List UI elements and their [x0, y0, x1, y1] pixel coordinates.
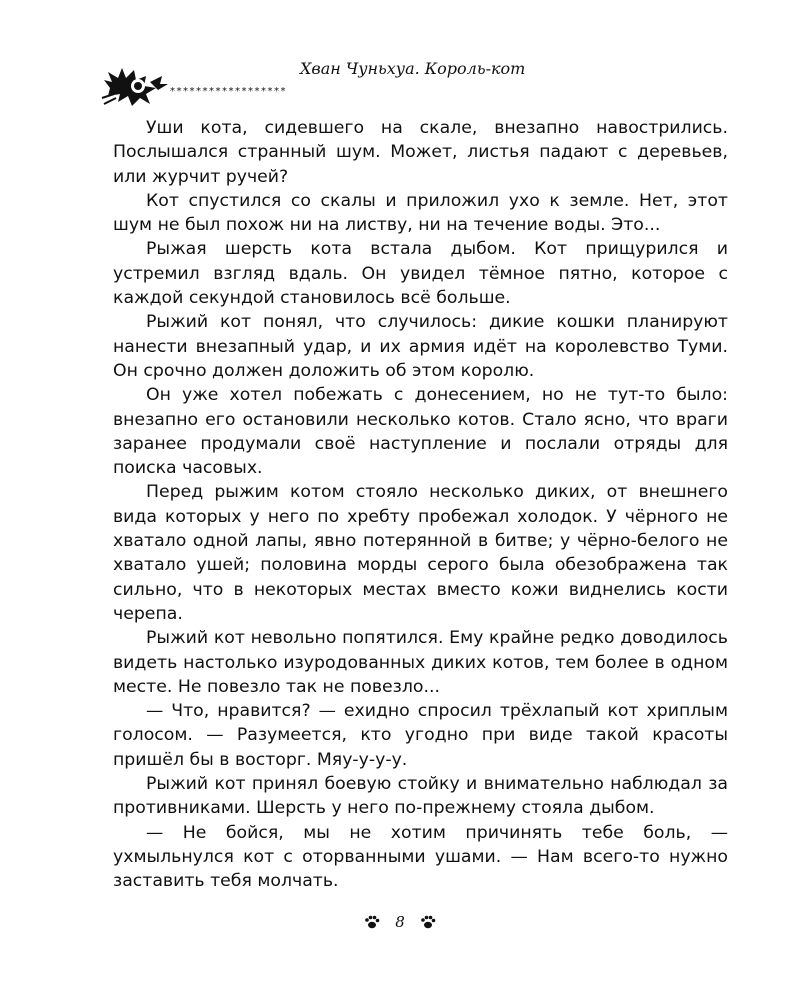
page-footer: [0, 912, 800, 931]
paw-icon: [420, 915, 436, 929]
paragraph: Уши кота, сидевшего на скале, внезапно навострились. Послышался странный шум. Может, листья падают с деревьев, или журчит ручей?: [113, 118, 728, 187]
paragraph: — Не бойся, мы не хотим причинять тебе боль, — ухмыльнулся кот с оторванными ушами. — Нам всего-то нужно заставить тебя молчать.: [113, 822, 728, 892]
book-text: [113, 116, 728, 894]
running-header-title: Хван Чуньхуа. Король-кот: [300, 59, 526, 78]
paragraph: Рыжий кот понял, что случилось: дикие кошки планируют нанести внезапный удар, и их армия идёт на королевство Туми. Он срочно должен доложить об этом королю.: [113, 312, 728, 381]
star-divider: ******************: [170, 86, 287, 97]
paragraph: Кот спустился со скалы и приложил ухо к земле. Нет, этот шум не был похож ни на листву, ни на течение воды. Это...: [113, 190, 728, 236]
paragraph: Перед рыжим котом стояло несколько диких, от внешнего вида которых у него по хребту пробежал холодок. У чёрного не хватало одной лапы, явно потерянной в битве; у чёрно-белого не хватало ушей; половина морды серого была обезображена так сильно, что в некоторых местах вместо кожи виднелись кости черепа.: [113, 482, 728, 624]
page-number: 8: [395, 913, 405, 931]
running-header: [100, 56, 740, 116]
paragraph: Рыжий кот невольно попятился. Ему крайне редко доводилось видеть настолько изуродованных диких котов, тем более в одном месте. Не повезло так не повезло...: [113, 628, 728, 697]
paragraph: Он уже хотел побежать с донесением, но не тут-то было: внезапно его остановили несколько котов. Стало ясно, что враги заранее продумали своё наступление и послали отряды для поиска часовых.: [113, 385, 728, 479]
paragraph: Рыжий кот принял боевую стойку и внимательно наблюдал за противниками. Шерсть у него по-прежнему стояла дыбом.: [113, 774, 728, 819]
paragraph: — Что, нравится? — ехидно спросил трёхлапый кот хриплым голосом. — Разумеется, кто угодно при виде такой красоты пришёл бы в восторг. Мяу-у-у-у.: [113, 701, 728, 770]
paw-icon: [364, 915, 380, 929]
paragraph: Рыжая шерсть кота встала дыбом. Кот прищурился и устремил взгляд вдаль. Он увидел тёмное пятно, которое с каждой секундой становилось всё больше.: [113, 239, 728, 309]
running-cat-icon: [100, 58, 170, 108]
